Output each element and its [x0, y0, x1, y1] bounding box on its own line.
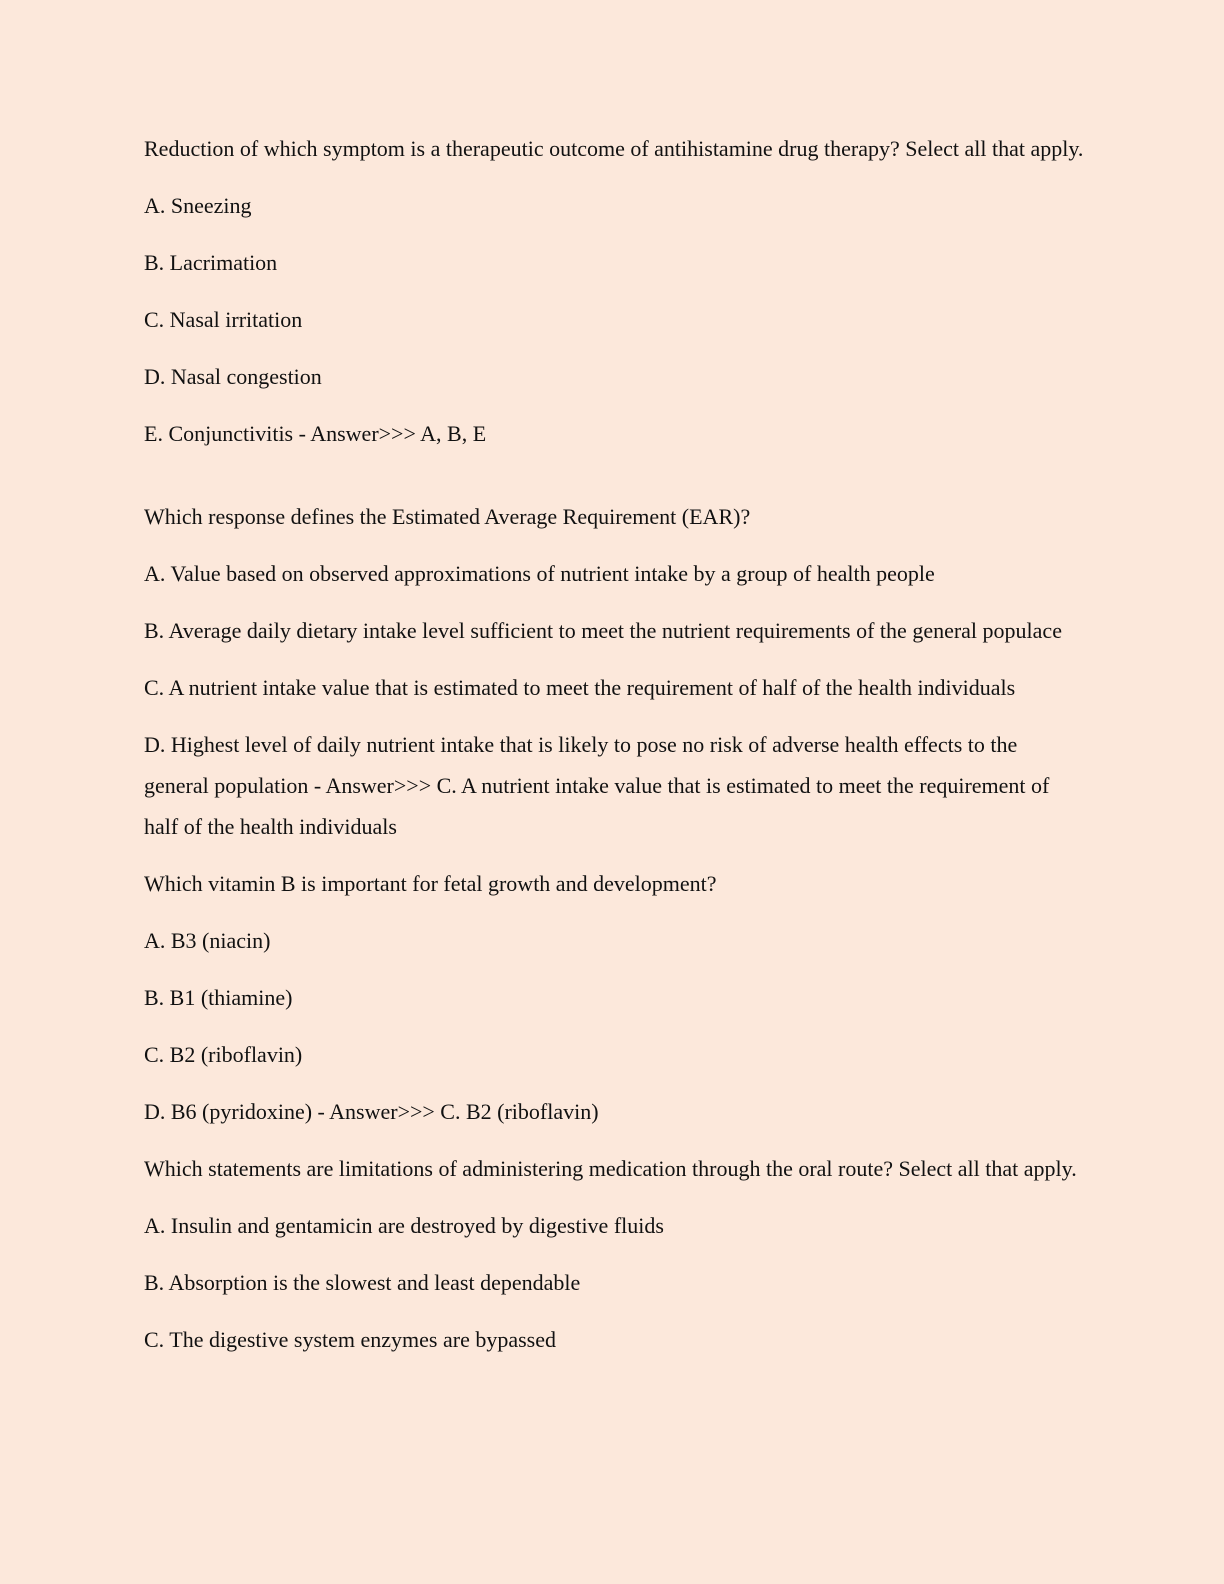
answer-option: A. Insulin and gentamicin are destroyed by digestive fluids [144, 1213, 664, 1238]
question-prompt: Which statements are limitations of administering medication through the oral route? Select all that apply. [144, 1156, 1077, 1181]
answer-option: B. B1 (thiamine) [144, 985, 293, 1010]
answer-option: D. B6 (pyridoxine) - Answer>>> C. B2 (riboflavin) [144, 1099, 599, 1124]
answer-option: E. Conjunctivitis - Answer>>> A, B, E [144, 421, 487, 446]
answer-option: C. A nutrient intake value that is estimated to meet the requirement of half of the health individuals [144, 675, 1016, 700]
question-block-1 [144, 128, 1084, 454]
question-prompt: Which response defines the Estimated Average Requirement (EAR)? [144, 504, 751, 529]
answer-option: B. Lacrimation [144, 250, 278, 275]
answer-option: B. Absorption is the slowest and least dependable [144, 1270, 581, 1295]
question-block-4 [144, 1148, 1084, 1360]
question-block-2 [144, 496, 1084, 847]
answer-option: C. B2 (riboflavin) [144, 1042, 303, 1067]
question-prompt: Which vitamin B is important for fetal growth and development? [144, 871, 717, 896]
document-content [144, 128, 1084, 1376]
question-prompt: Reduction of which symptom is a therapeutic outcome of antihistamine drug therapy? Select all that apply. [144, 136, 1084, 161]
answer-option: A. Value based on observed approximations of nutrient intake by a group of health people [144, 561, 935, 586]
answer-option: A. B3 (niacin) [144, 928, 271, 953]
answer-option: A. Sneezing [144, 193, 252, 218]
answer-option: D. Nasal congestion [144, 364, 322, 389]
answer-option: C. The digestive system enzymes are bypassed [144, 1327, 556, 1352]
answer-option: C. Nasal irritation [144, 307, 303, 332]
answer-option: D. Highest level of daily nutrient intake that is likely to pose no risk of adverse health effects to the general population - Answer>>> C. A nutrient intake value that is estimated to meet the requirement of half of the health individuals [144, 732, 1050, 839]
answer-option: B. Average daily dietary intake level sufficient to meet the nutrient requirements of the general populace [144, 618, 1062, 643]
question-block-3 [144, 863, 1084, 1132]
